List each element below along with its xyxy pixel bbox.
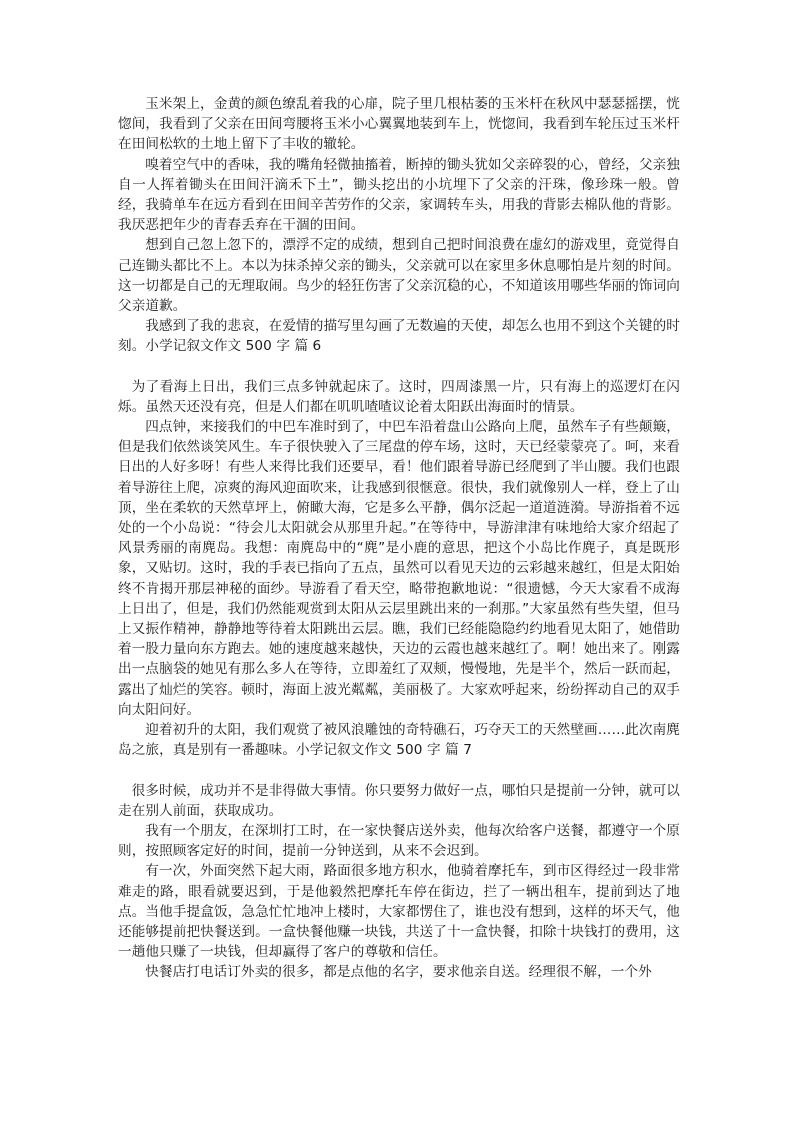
section-gap: [118, 357, 680, 377]
paragraph-section-start: 为了看海上日出，我们三点多钟就起床了。这时，四周漆黑一片，只有海上的巡逻灯在闪烁。虽然天还没有亮，但是人们都在叽叽喳喳议论着太阳跃出海面时的情景。: [118, 378, 680, 415]
paragraph: 有一次，外面突然下起大雨，路面很多地方积水，他骑着摩托车，到市区得经过一段非常难走的路，眼看就要迟到，于是他毅然把摩托车停在街边，拦了一辆出租车，提前到达了地点。当他手提盒饭，急急忙忙地冲上楼时，大家都愣住了，谁也没有想到，这样的坏天气，他还能够提前把快餐送到。一盒快餐他赚一块钱，共送了十一盒快餐，扣除十块钱打的费用，这一趟他只赚了一块钱，但却赢得了客户的尊敬和信任。: [118, 863, 680, 961]
paragraph: 想到自己忽上忽下的，漂浮不定的成绩，想到自己把时间浪费在虚幻的游戏里，竟觉得自己连锄头都比不上。本以为抹杀掉父亲的锄头，父亲就可以在家里多休息哪怕是片刻的时间。这一切都是自己的无理取闹。鸟少的轻狂伤害了父亲沉稳的心，不知道该用哪些华丽的饰词向父亲道歉。: [118, 237, 680, 315]
paragraph: 快餐店打电话订外卖的很多，都是点他的名字，要求他亲自送。经理很不解，一个外: [145, 964, 652, 981]
paragraph-section-start: 很多时候，成功并不是非得做大事情。你只要努力做好一点，哪怕只是提前一分钟，就可以走在别人前面，获取成功。: [118, 782, 680, 819]
paragraph: 我有一个朋友，在深圳打工时，在一家快餐店送外卖，他每次给客户送餐，都遵守一个原则，按照顾客定好的时间，提前一分钟送到，从来不会迟到。: [118, 822, 680, 860]
paragraph: 玉米架上，金黄的颜色缭乱着我的心扉，院子里几根枯萎的玉米杆在秋风中瑟瑟摇摆，恍惚间，我看到了父亲在田间弯腰将玉米小心翼翼地装到车上，恍惚间，我看到车轮压过玉米杆在田间松软的土地上留下了丰收的辙轮。: [118, 96, 680, 153]
paragraph: 嗅着空气中的香味，我的嘴角轻微抽搐着，断掉的锄头犹如父亲碎裂的心，曾经，父亲独自一人挥着锄头在田间汗滴禾下土”，锄头挖出的小坑埋下了父亲的汗珠，像珍珠一般。曾经，我骑单车在远方看到在田间辛苦劳作的父亲，家调转车头，用我的背影去棉队他的背影。我厌恶把年少的青春丢弃在干涸的田间。: [118, 156, 680, 234]
paragraph-section-end: 迎着初升的太阳，我们观赏了被风浪雕蚀的奇特礁石，巧夺天工的天然壁画……此次南麂岛之旅，真是别有一番趣味。小学记叙文作文 500 字 篇 7: [118, 722, 680, 759]
paragraph-section-end: 我感到了我的悲哀，在爱情的描写里勾画了无数遍的天使，却怎么也用不到这个关键的时刻。小学记叙文作文 500 字 篇 6: [118, 318, 680, 355]
section-gap: [118, 761, 680, 781]
document-body: [118, 94, 680, 983]
paragraph: 四点钟，来接我们的中巴车准时到了，中巴车沿着盘山公路向上爬，虽然车子有些颠簸，但是我们依然谈笑风生。车子很快驶入了三尾盘的停车场，这时，天已经蒙蒙亮了。呵，来看日出的人好多呀！有些人来得比我们还要早，看！他们跟着导游已经爬到了半山腰。我们也跟着导游往上爬，凉爽的海风迎面吹来，让我感到很惬意。很快，我们就像别人一样，登上了山顶，坐在柔软的天然草坪上，俯瞰大海，它是多么平静，偶尔泛起一道道涟漪。导游指着不远处的一个小岛说：“待会儿太阳就会从那里升起。”在等待中，导游津津有味地给大家介绍起了风景秀丽的南麂岛。我想：南麂岛中的“麂”是小鹿的意思，把这个小岛比作麂子，真是既形象，又贴切。这时，我的手表已指向了五点，虽然可以看见天边的云彩越来越红，但是太阳始终不肯揭开那层神秘的面纱。导游看了看天空，略带抱歉地说：“很遗憾，今天大家看不成海上日出了，但是，我们仍然能观赏到太阳从云层里跳出来的一刹那。”大家虽然有些失望，但马上又振作精神，静静地等待着太阳跳出云层。瞧，我们已经能隐隐约约地看见太阳了，她借助着一股力量向东方跑去。她的速度越来越快，天边的云霞也越来越红了。啊！她出来了。刚露出一点脑袋的她见有那么多人在等待，立即羞红了双颊，慢慢地，先是半个，然后一跃而起，露出了灿烂的笑容。顿时，海面上波光粼粼，美丽极了。大家欢呼起来，纷纷挥动自己的双手向太阳问好。: [118, 419, 680, 718]
